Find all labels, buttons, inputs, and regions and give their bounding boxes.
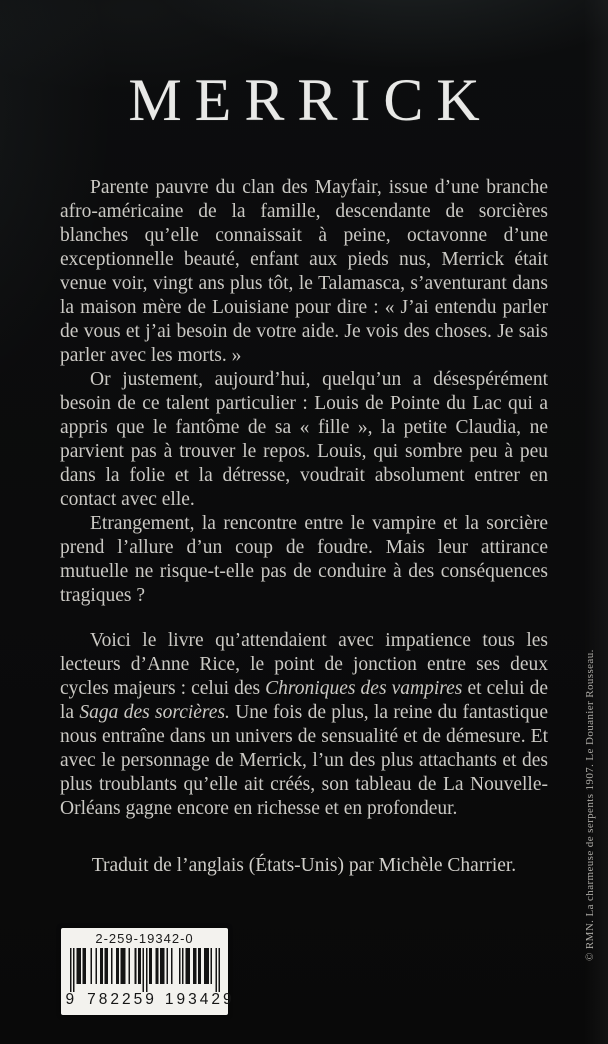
cover-art-credit: © RMN. La charmeuse de serpents 1907. Le Douanier Rousseau. bbox=[584, 649, 596, 961]
blurb-segment: Une fois de plus, la reine du fantastique nous entraîne dans un univers de sensualité et de démesure. Et avec le personnage de Merrick, l’un des plus attachants et des plus troublants qu’elle ait créés, son tableau de La Nouvelle-Orléans gagne encore en richesse et en profondeur. bbox=[60, 702, 548, 819]
blurb-paragraph-3: Etrangement, la rencontre entre le vampire et la sorcière prend l’allure d’un coup de foudre. Mais leur attirance mutuelle ne risque-t-elle pas de conduire à des conséquences tragiques ? bbox=[60, 513, 548, 606]
isbn-number: 2-259-19342-0 bbox=[95, 931, 194, 946]
blurb-paragraph-1: Parente pauvre du clan des Mayfair, issue d’une branche afro-américaine de la famille, descendante de sorcières blanches qu’elle connaissait à peine, octavonne d’une exceptionnelle beauté, enfant aux pieds nus, Merrick était venue voir, vingt ans plus tôt, le Talamasca, s’aventurant dans la maison mère de Louisiane pour dire : « J’ai entendu parler de vous et j’ai besoin de votre aide. Je vois des choses. Je sais parler avec les morts. » bbox=[60, 177, 548, 366]
blurb-segment: Voici le livre qu’attendaient avec impatience tous les lecteurs d’Anne Rice, le point de jonction entre ses deux cycles majeurs : celui des bbox=[60, 630, 548, 699]
blurb-segment: et celui de la bbox=[60, 678, 548, 723]
barcode-label bbox=[61, 928, 235, 1015]
blurb-paragraph-4 bbox=[60, 629, 548, 821]
ean-number bbox=[65, 991, 235, 1008]
blurb-paragraph-2: Or justement, aujourd’hui, quelqu’un a désespérément besoin de ce talent particulier : Louis de Pointe du Lac qui a appris que le fantôme de sa « fille », la petite Claudia, ne parvient pas à trouver le repos. Louis, qui sombre peu à peu dans la folie et la détresse, voudrait absolument entrer en contact avec elle. bbox=[60, 369, 548, 510]
series-title-chroniques: Chroniques des vampires bbox=[265, 678, 463, 699]
ean-group-2: 193429 bbox=[164, 991, 235, 1008]
translator-credit: Traduit de l’anglais (États-Unis) par Michèle Charrier. bbox=[91, 855, 517, 876]
page-title: MERRICK bbox=[128, 67, 493, 133]
barcode-bars-icon bbox=[70, 948, 220, 992]
ean-left-digit: 9 bbox=[65, 991, 75, 1008]
blurb-text-column bbox=[60, 176, 548, 878]
ean-group-1: 782259 bbox=[87, 991, 157, 1008]
series-title-saga: Saga des sorcières. bbox=[79, 702, 230, 723]
